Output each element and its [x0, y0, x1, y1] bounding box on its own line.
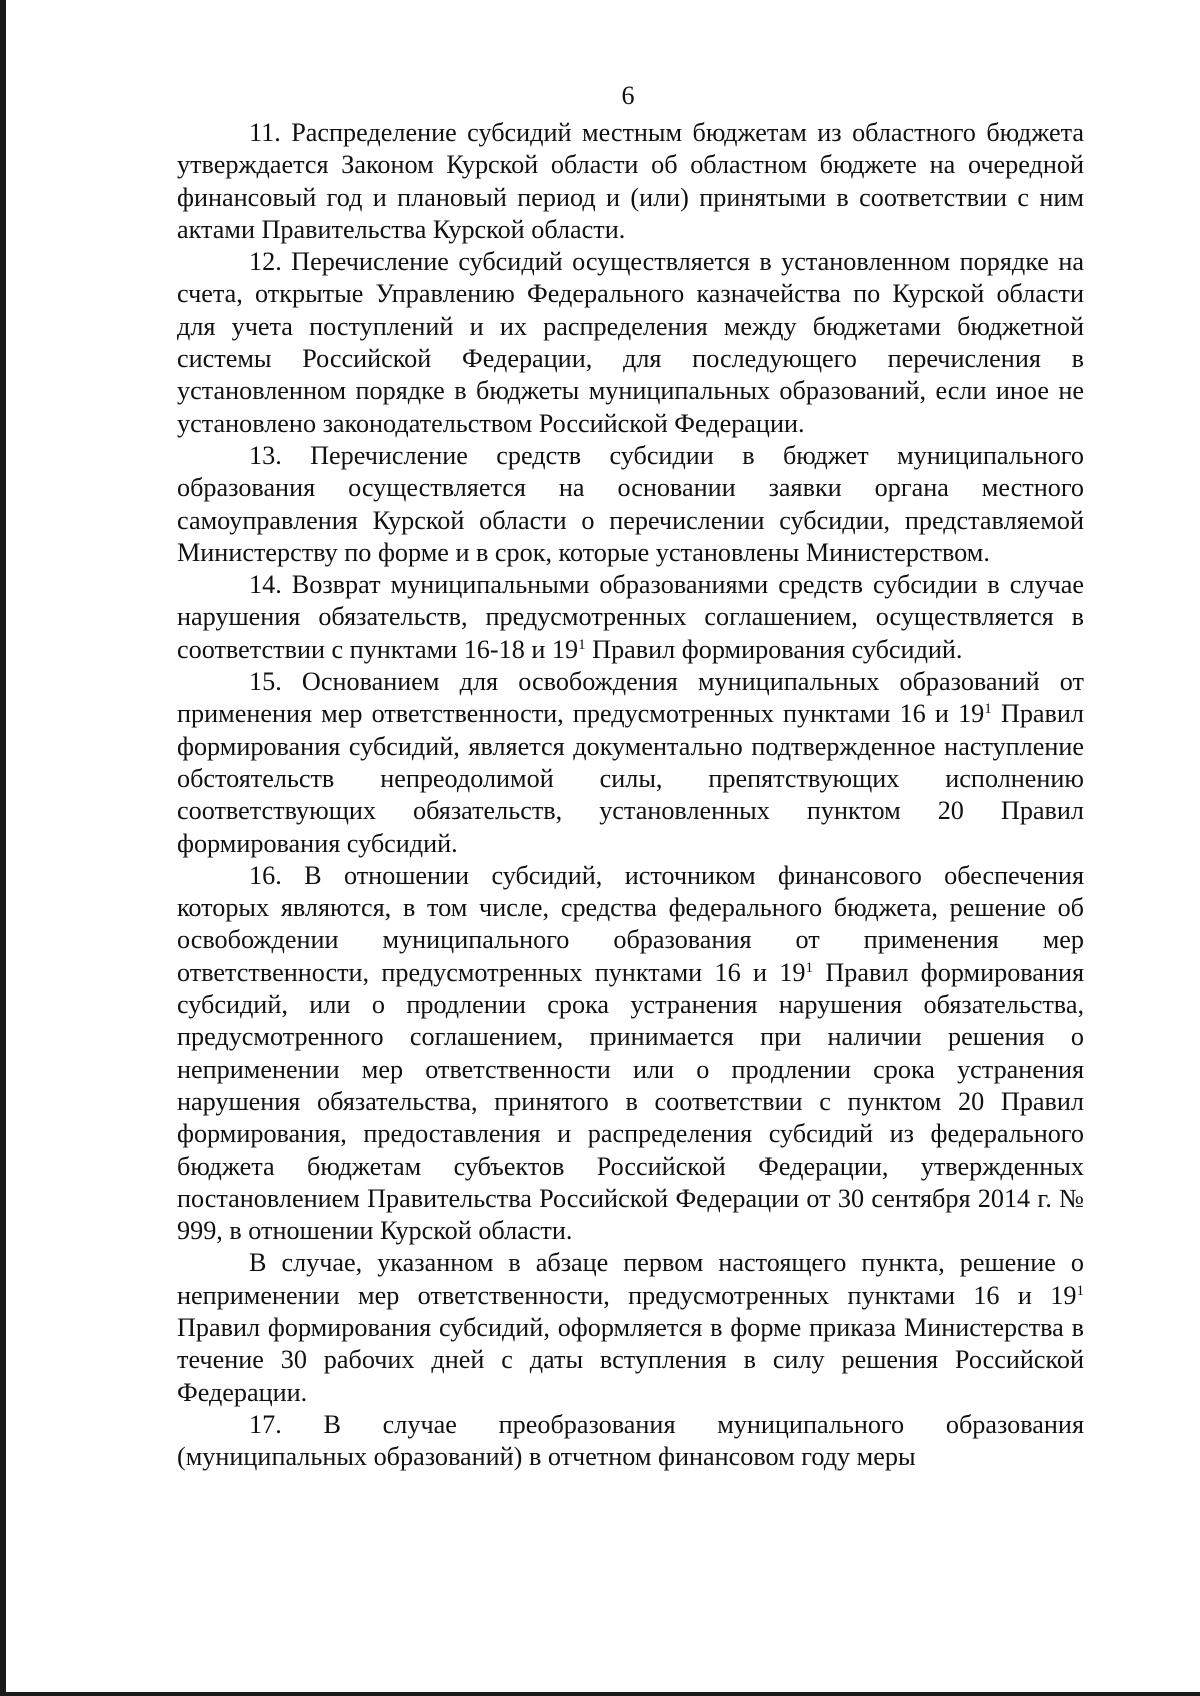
- paragraph-14: [177, 569, 1084, 666]
- paragraph-text-part: Правил формирования субсидий, или о продлении срока устранения нарушения обязательства, предусмотренного соглашением, принимается при наличии решения о неприменении мер ответственности или о продлении срока устранения нарушения обязательства, принятого в соответствии с пунктом 20 Правил формирования, предоставления и распределения субсидий из федерального бюджета бюджетам субъектов Российской Федерации, утвержденных постановлением Правительства Российской Федерации от 30 сентября 2014 г. № 999, в отношении Курской области.: [177, 957, 1085, 1246]
- paragraph-text-part: В случае, указанном в абзаце первом настоящего пункта, решение о неприменении мер ответственности, предусмотренных пунктами 16 и 19: [177, 1248, 1084, 1310]
- page-number: 6: [621, 81, 635, 110]
- scan-border-bottom: [0, 1692, 1200, 1696]
- paragraph-text-part: Правил формирования субсидий.: [585, 634, 963, 664]
- paragraph-text: 11. Распределение субсидий местным бюджетам из областного бюджета утверждается Законом Курской области об областном бюджете на очередной финансовый год и плановый период и (или) принятыми в соответствии с ним актами Правительства Курской области.: [177, 118, 1084, 244]
- scan-border-left: [0, 0, 6, 1696]
- paragraph-text: 17. В случае преобразования муниципального образования (муниципальных образований) в отчетном финансовом году меры: [177, 1409, 1084, 1472]
- paragraph-text: 12. Перечисление субсидий осуществляется в установленном порядке на счета, открытые Управлению Федерального казначейства по Курской области для учета поступлений и их распределения между бюджетами бюджетной системы Российской Федерации, для последующего перечисления в установленном порядке в бюджеты муниципальных образований, если иное не установлено законодательством Российской Федерации.: [177, 247, 1084, 438]
- paragraph-text-part: 16. В отношении субсидий, источником финансового обеспечения которых являются, в том числе, средства федерального бюджета, решение об освобождении муниципального образования от применения мер ответственности, предусмотренных пунктами 16 и 19: [177, 860, 1084, 987]
- paragraph-text-part: Правил формирования субсидий, оформляется в форме приказа Министерства в течение 30 рабочих дней с даты вступления в силу решения Российской Федерации.: [177, 1312, 1084, 1407]
- paragraph-16: [177, 860, 1084, 1248]
- paragraph-text-part: 14. Возврат муниципальными образованиями средств субсидии в случае нарушения обязательств, предусмотренных соглашением, осуществляется в соответствии с пунктами 16-18 и 19: [177, 570, 1084, 664]
- paragraph-17: [177, 1409, 1084, 1474]
- paragraph-15: [177, 666, 1084, 860]
- paragraph-16-second: [177, 1247, 1084, 1408]
- superscript-index: 1: [578, 636, 586, 653]
- superscript-index: 1: [805, 959, 814, 976]
- document-body: [177, 117, 1084, 1473]
- paragraph-text-part: 15. Основанием для освобождения муниципальных образований от применения мер ответственности, предусмотренных пунктами 16 и 19: [177, 667, 1084, 729]
- paragraph-13: [177, 440, 1084, 569]
- superscript-index: 1: [1076, 1282, 1084, 1299]
- superscript-index: 1: [984, 701, 992, 718]
- paragraph-12: [177, 246, 1084, 440]
- paragraph-text-part: Правил формирования субсидий, является документально подтвержденное наступление обстоятельств непреодолимой силы, препятствующих исполнению соответствующих обязательств, установленных пунктом 20 Правил формирования субсидий.: [177, 699, 1084, 858]
- paragraph-11: [177, 117, 1084, 246]
- paragraph-text: 13. Перечисление средств субсидии в бюджет муниципального образования осуществляется на основании заявки органа местного самоуправления Курской области о перечислении субсидии, представляемой Министерству по форме и в срок, которые установлены Министерством.: [177, 440, 1084, 567]
